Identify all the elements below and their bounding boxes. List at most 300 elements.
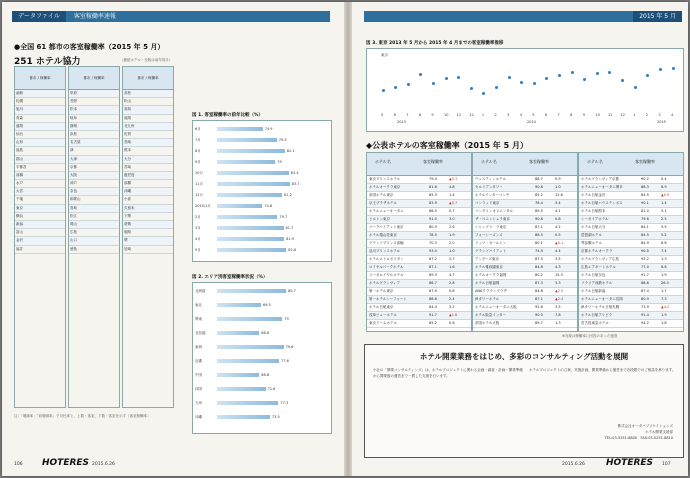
col-occ: 客室稼働率 <box>635 159 655 164</box>
section-subtitle: 客室稼働率速報 <box>73 13 116 20</box>
hotel-occupancy: 79.6 <box>641 217 649 221</box>
city-row <box>69 180 119 188</box>
chart2-value: 68.8 <box>261 331 270 335</box>
city-row <box>123 188 173 196</box>
city-row <box>15 246 65 254</box>
hotel-diff: 0.4 <box>661 177 667 181</box>
city-name: 大津 <box>70 156 77 161</box>
hotel-name: 東京ドームホテル <box>369 321 397 325</box>
city-name: 京都 <box>70 164 77 169</box>
chart2-frame <box>192 282 332 434</box>
hotel-row <box>579 248 683 256</box>
hotel-row <box>367 264 471 272</box>
hotel-row <box>579 176 683 184</box>
chart1-bar <box>217 193 282 197</box>
hotel-diff: 7.4 <box>661 249 667 253</box>
chart2-value: 73.5 <box>271 415 280 419</box>
city-name: 和歌山 <box>70 197 81 202</box>
chart1-value: 83.7 <box>291 182 300 186</box>
chart3-title: 図 3. 東京 2013 年 5 月から 2015 年 4 月までの客室稼働率推移 <box>366 41 504 46</box>
hotel-diff: 6.6 <box>661 241 667 245</box>
chart3-point <box>445 77 448 80</box>
hotel-occupancy: 80.9 <box>429 225 437 229</box>
hotel-occupancy: 89.7 <box>535 321 543 325</box>
chart2-label: 九州 <box>195 401 202 405</box>
chart1-label: 11月 <box>195 182 203 186</box>
city-row <box>123 246 173 254</box>
chart3-legend: 東京 <box>381 53 388 57</box>
chart1-value: 81.7 <box>285 226 294 230</box>
hotel-occupancy: 85.2 <box>429 321 437 325</box>
hotel-occupancy: 90.0 <box>535 313 543 317</box>
chart3-point <box>495 86 498 89</box>
chart2-label: 関東 <box>195 317 202 321</box>
hotel-row <box>473 192 577 200</box>
chart2-bar <box>217 317 282 321</box>
hotel-diff: 1.9 <box>661 273 667 277</box>
chart3-point <box>608 71 611 74</box>
city-name: 福岡 <box>124 115 131 120</box>
hotel-name: ロイヤルパークホテル <box>369 265 404 269</box>
hotel-name: ホテル日航ハウステンボス <box>581 201 623 205</box>
hotel-occupancy: 93.0 <box>429 249 437 253</box>
hotel-row <box>473 264 577 272</box>
hotel-row <box>579 216 683 224</box>
hotel-name: ホテル雅叙園東京 <box>475 265 503 269</box>
city-name: 札幌 <box>16 99 23 104</box>
ad-title: ホテル開業業務をはじめ、多彩のコンサルティング活動を展開 <box>419 352 629 361</box>
hotel-row <box>579 304 683 312</box>
chart3-month-label: 9 <box>431 113 434 117</box>
hotel-occupancy: 70.3 <box>429 241 437 245</box>
chart2-bar <box>217 345 284 349</box>
chart2-label: 沖縄 <box>195 415 202 419</box>
chart2-label: 東海 <box>195 345 202 349</box>
hotel-name: マンダリンオリエンタル <box>475 209 514 213</box>
chart3-month-label: 2 <box>645 113 649 117</box>
city-row <box>15 131 65 139</box>
hotel-row <box>473 312 577 320</box>
header-bar-right <box>364 11 682 22</box>
city-row <box>69 115 119 123</box>
chart3-month-label: 3 <box>507 113 510 117</box>
hotel-row <box>579 192 683 200</box>
hotel-name: シャングリ・ラ東京 <box>475 225 507 229</box>
chart1-bar <box>217 237 284 241</box>
city-row <box>123 156 173 164</box>
hotel-name: ソラリア西鉄ホテル <box>581 281 613 285</box>
city-name: 大分 <box>124 156 131 161</box>
hotel-diff: 3.5 <box>555 305 561 309</box>
hotel-name: ホテル日航東京 <box>369 305 394 309</box>
hotel-diff: 1.3 <box>555 321 561 325</box>
city-name: 北九州 <box>124 123 135 128</box>
left-page-title: ●全国 61 都市の客室稼働率（2015 年 5 月） <box>14 43 165 51</box>
hotel-row <box>367 200 471 208</box>
chart3-month-label: 11 <box>607 113 613 117</box>
hotel-occupancy: 87.4 <box>641 289 649 293</box>
hotel-occupancy: 84.1 <box>641 225 649 229</box>
hotel-name: ホテル日航福岡 <box>475 281 500 285</box>
hotel-diff: 1.3 <box>661 257 667 261</box>
chart2-value: 79 <box>284 317 289 321</box>
hotel-occupancy: 93.2 <box>641 257 649 261</box>
city-name: 盛岡 <box>16 123 23 128</box>
city-row <box>123 131 173 139</box>
chart1-label: 10月 <box>195 171 203 175</box>
city-name: 那覇 <box>124 181 131 186</box>
hotel-occupancy: 87.3 <box>535 281 543 285</box>
hotel-occupancy: 89.3 <box>429 273 437 277</box>
city-name: 高知 <box>124 107 131 112</box>
chart3-month-label: 7 <box>557 113 560 117</box>
hotel-name: ホテルオークラ福岡 <box>475 273 507 277</box>
hotel-row <box>367 304 471 312</box>
city-row <box>123 180 173 188</box>
chart2-bar <box>217 415 270 419</box>
hotel-occupancy: 87.1 <box>535 225 543 229</box>
chart3-month-label: 4 <box>671 113 674 117</box>
hotel-name: コンラッド東京 <box>475 201 500 205</box>
city-name: 仙台 <box>16 131 23 136</box>
city-row <box>123 237 173 245</box>
hotel-row <box>473 176 577 184</box>
hotel-name: グランドハイアット <box>475 249 507 253</box>
city-name: 奈良 <box>70 189 77 194</box>
city-table-header: 都市 / 稼働率 <box>69 67 119 90</box>
hotel-row <box>473 216 577 224</box>
chart3-frame <box>366 48 684 132</box>
city-row <box>123 90 173 98</box>
hotel-diff: 1.7 <box>661 289 667 293</box>
hotel-name: ホテル椿山荘東京 <box>369 233 397 237</box>
city-name: 佐賀 <box>124 131 131 136</box>
public-source: ※対象は稼働率に回答のあった施設 <box>562 334 618 338</box>
hotel-diff: 1.0 <box>555 185 561 189</box>
chart1-bar <box>217 171 289 175</box>
city-name: 函館 <box>16 91 23 95</box>
hotel-row <box>579 224 683 232</box>
city-name: 鹿児島 <box>124 172 135 177</box>
hotel-row <box>473 248 577 256</box>
hotel-diff: 3.5 <box>555 257 561 261</box>
chart2-label: 北海道 <box>195 289 206 293</box>
chart2-label: 近畿 <box>195 359 202 363</box>
hotel-row <box>367 176 471 184</box>
chart2-bar <box>217 359 279 363</box>
chart3-point <box>482 92 485 95</box>
chart1-label: 9月 <box>195 160 201 164</box>
chart1-label: 2月 <box>195 215 201 219</box>
city-row <box>69 213 119 221</box>
hotel-name: ホテルオークラ東京 <box>369 185 401 189</box>
hotel-row <box>473 240 577 248</box>
hotel-occupancy: 87.9 <box>429 289 437 293</box>
hotel-diff: 2.0 <box>449 241 455 245</box>
chart3-point <box>432 82 435 85</box>
hotel-name: ホテル日航金沢 <box>581 193 606 197</box>
city-name: 水戸 <box>16 181 23 186</box>
chart3-month-label: 3 <box>658 113 661 117</box>
hotel-name: 宮古島東急ホテル <box>581 321 609 325</box>
chart3-point <box>457 76 460 79</box>
city-name: 松山 <box>124 99 131 104</box>
chart3-point <box>533 82 536 85</box>
chart2-bar <box>217 331 259 335</box>
hotel-diff: 3.0 <box>449 217 455 221</box>
hotel-row <box>473 224 577 232</box>
chart1-bar <box>217 149 285 153</box>
chart1-label: 3月 <box>195 226 201 230</box>
city-row <box>15 139 65 147</box>
hotel-diff: 1.4 <box>661 201 667 205</box>
hotel-name: JRタワーホテル日航札幌 <box>581 305 620 309</box>
hotel-diff: 3.4 <box>555 201 561 205</box>
hotel-occupancy: 86.7 <box>429 281 437 285</box>
hotel-occupancy: 77.0 <box>641 265 649 269</box>
hotel-diff: 1.9 <box>449 233 455 237</box>
city-row <box>69 237 119 245</box>
chart3-point <box>583 78 586 81</box>
chart3-month-label: 1 <box>633 113 636 117</box>
chart3-month-label: 9 <box>582 113 585 117</box>
chart3-point <box>508 76 511 79</box>
hotel-name: 広島エアポートホテル <box>581 265 616 269</box>
city-name: 郡山 <box>16 156 23 161</box>
hotel-name: 琵琶湖ホテル <box>581 233 602 237</box>
city-name: 岐阜 <box>70 115 77 120</box>
city-row <box>123 196 173 204</box>
col-occ: 客室稼働率 <box>423 159 443 164</box>
city-row <box>15 106 65 114</box>
hotel-diff: 2.8 <box>449 281 455 285</box>
city-row <box>123 221 173 229</box>
chart1-bar <box>217 248 286 252</box>
hotel-diff: 0.5 <box>555 233 561 237</box>
city-row <box>123 147 173 155</box>
chart3-point <box>545 77 548 80</box>
public-table-1 <box>366 152 472 332</box>
ad-firm <box>605 423 673 441</box>
hotel-diff: ▲5.3 <box>449 177 458 181</box>
chart2-value: 79.6 <box>285 345 294 349</box>
hotel-row <box>579 272 683 280</box>
chart3-point <box>419 73 422 76</box>
hotel-row <box>579 320 683 328</box>
chart1-bar <box>217 160 275 164</box>
city-row <box>15 156 65 164</box>
ad-body-left: 小社の「開業コンサルティング」は、ホテルプロジェクトに関わる企画・調査・計画・開業準備から開業後の運営まで一貫した支援を行います。 <box>373 368 523 378</box>
chart3-month-label: 1 <box>481 113 485 117</box>
city-row <box>15 205 65 213</box>
hotel-name: 京都ホテルオークラ <box>581 249 613 253</box>
chart2-bar <box>217 387 266 391</box>
chart3-point <box>571 71 574 74</box>
header-date: 2015 年 5 月 <box>633 11 682 22</box>
city-row <box>123 164 173 172</box>
gutter <box>344 2 352 476</box>
city-table-3 <box>122 66 174 408</box>
chart1-bar <box>217 215 277 219</box>
chart1-label: 8月 <box>195 149 201 153</box>
city-name: 堺 <box>124 238 128 243</box>
hotel-name: ザ・ペニンシュラ東京 <box>475 217 510 221</box>
chart3-point <box>634 86 637 89</box>
hotel-row <box>367 296 471 304</box>
chart1-frame <box>192 120 332 262</box>
page-number-right: 107 <box>662 462 671 467</box>
hotel-occupancy: 88.7 <box>535 177 543 181</box>
chart1-value: 81.9 <box>286 237 294 241</box>
hotel-diff: 6.9 <box>661 185 667 189</box>
hotel-diff: 3.1 <box>661 209 667 213</box>
hotel-row <box>579 232 683 240</box>
hotel-name: 第一ホテル東京 <box>369 289 394 293</box>
hotel-row <box>367 192 471 200</box>
hotel-row <box>579 296 683 304</box>
hotel-diff: ▲2.5 <box>555 289 564 293</box>
page-number-left: 106 <box>14 462 23 467</box>
hotel-name: ホテルグランヴィア京都 <box>581 177 620 181</box>
hotel-name: シーガイアホテル <box>581 217 609 221</box>
city-table-header: 都市 / 稼働率 <box>123 67 173 90</box>
city-name: 姫路 <box>124 230 131 235</box>
chart1-value: 79.7 <box>279 215 288 219</box>
chart2-bar <box>217 289 286 293</box>
hotel-occupancy: 83.9 <box>429 201 437 205</box>
city-name: 津 <box>70 148 74 153</box>
city-row <box>15 123 65 131</box>
hotel-diff: 2.5 <box>661 217 667 221</box>
hotel-row <box>579 208 683 216</box>
hotel-diff: 2.7 <box>449 257 455 261</box>
chart3-month-label: 4 <box>519 113 522 117</box>
chart3-point <box>659 68 662 71</box>
hotel-row <box>473 200 577 208</box>
hotel-diff: 1.4 <box>449 193 455 197</box>
city-row <box>15 90 65 98</box>
chart3-point <box>470 87 473 90</box>
city-row <box>69 229 119 237</box>
city-row <box>123 205 173 213</box>
col-name: ホテル名 <box>481 159 497 164</box>
city-row <box>69 131 119 139</box>
hotel-diff: 15.3 <box>555 273 563 277</box>
hotel-row <box>579 200 683 208</box>
hotel-occupancy: 92.6 <box>535 305 543 309</box>
hotel-diff: ▲0.9 <box>661 193 670 197</box>
col-name: ホテル名 <box>587 159 603 164</box>
city-table-1 <box>14 66 66 408</box>
hotel-row <box>473 208 577 216</box>
chart1-value: 79 <box>277 160 282 164</box>
city-name: 久留米 <box>124 205 135 210</box>
hotel-diff: 4.8 <box>449 185 455 189</box>
hotel-name: ホテルグランヴィア <box>369 281 401 285</box>
city-name: 熊本 <box>124 148 131 153</box>
city-row <box>69 147 119 155</box>
hotel-occupancy: 87.1 <box>535 297 543 301</box>
brand-logo-right: HOTERES <box>606 458 654 468</box>
city-name: 前橋 <box>16 172 23 177</box>
chart2-label: 中国 <box>195 373 202 377</box>
city-row <box>69 246 119 254</box>
hotel-row <box>367 272 471 280</box>
hotel-name: ホテル日航熊本 <box>581 209 606 213</box>
chart3-year-label: 2014 <box>527 120 536 124</box>
hotel-occupancy: 80.1 <box>535 241 543 245</box>
city-row <box>15 147 65 155</box>
city-row <box>15 221 65 229</box>
hotel-row <box>579 312 683 320</box>
ad-firm-dept: ホテル開業支援部 <box>645 430 673 434</box>
city-name: 山形 <box>16 140 23 145</box>
city-row <box>69 106 119 114</box>
hotel-diff: 0.6 <box>449 321 455 325</box>
ad-body-right: ホテルプロジェクトの立案、実施計画、開業準備から運営まで各段階でのご相談を承ります。 <box>529 368 676 372</box>
left-note: （継続ホテル・比較は前年同月） <box>120 58 173 62</box>
city-name: 山口 <box>70 238 77 243</box>
hotel-row <box>367 312 471 320</box>
hotel-occupancy: 90.8 <box>535 217 543 221</box>
city-name: 沖縄 <box>124 189 131 194</box>
city-row <box>15 188 65 196</box>
city-name: 横浜 <box>16 213 23 218</box>
hotel-row <box>367 208 471 216</box>
hotel-row <box>367 216 471 224</box>
chart3-month-label: 8 <box>418 113 422 117</box>
city-name: 福井 <box>16 246 23 251</box>
hotel-diff: ▲5.7 <box>449 201 458 205</box>
hotel-row <box>579 288 683 296</box>
hotel-occupancy: 81.6 <box>429 185 437 189</box>
chart3-year-label: 2013 <box>397 120 406 124</box>
hotel-diff: 1.9 <box>661 313 667 317</box>
hotel-name: 東京プリンスホテル <box>369 177 401 181</box>
chart3-month-label: 8 <box>570 113 573 117</box>
chart3-point <box>646 74 649 77</box>
hotel-name: リッツ・カールトン <box>475 241 507 245</box>
hotel-name: セルリアンタワー <box>475 185 503 189</box>
hotel-occupancy: 87.5 <box>535 257 543 261</box>
hotel-name: グランドプリンス高輪 <box>369 241 404 245</box>
chart2-title: 図 2. エリア別客室稼働率状況（%） <box>192 275 268 280</box>
city-row <box>69 196 119 204</box>
hotel-diff: 2.4 <box>449 297 455 301</box>
hotel-name: ヒルトン東京 <box>369 217 390 221</box>
hotel-diff: 1.6 <box>449 265 455 269</box>
chart1-label: 4月 <box>195 237 201 241</box>
hotel-diff: 3.5 <box>661 225 667 229</box>
hotel-row <box>473 296 577 304</box>
city-row <box>69 156 119 164</box>
hotel-diff: 6.6 <box>661 265 667 269</box>
hotel-diff: 26.0 <box>661 281 669 285</box>
col-name: ホテル名 <box>375 159 391 164</box>
hotel-diff: 4.4 <box>555 249 561 253</box>
hotel-occupancy: 90.5 <box>641 249 649 253</box>
hotel-name: パークハイアット東京 <box>369 225 404 229</box>
city-name: 福島 <box>16 148 23 153</box>
consulting-ad <box>364 344 684 458</box>
ad-firm-tel: TEL:03-5251-8800 FAX:03-5251-8810 <box>604 436 673 440</box>
hotel-row <box>367 288 471 296</box>
chart1-label: 6月 <box>195 127 201 131</box>
hotel-row <box>473 280 577 288</box>
city-name: 宇都宮 <box>16 164 27 169</box>
hotel-name: ホテル日航奈良 <box>581 273 606 277</box>
hotel-diff: 2.6 <box>449 225 455 229</box>
